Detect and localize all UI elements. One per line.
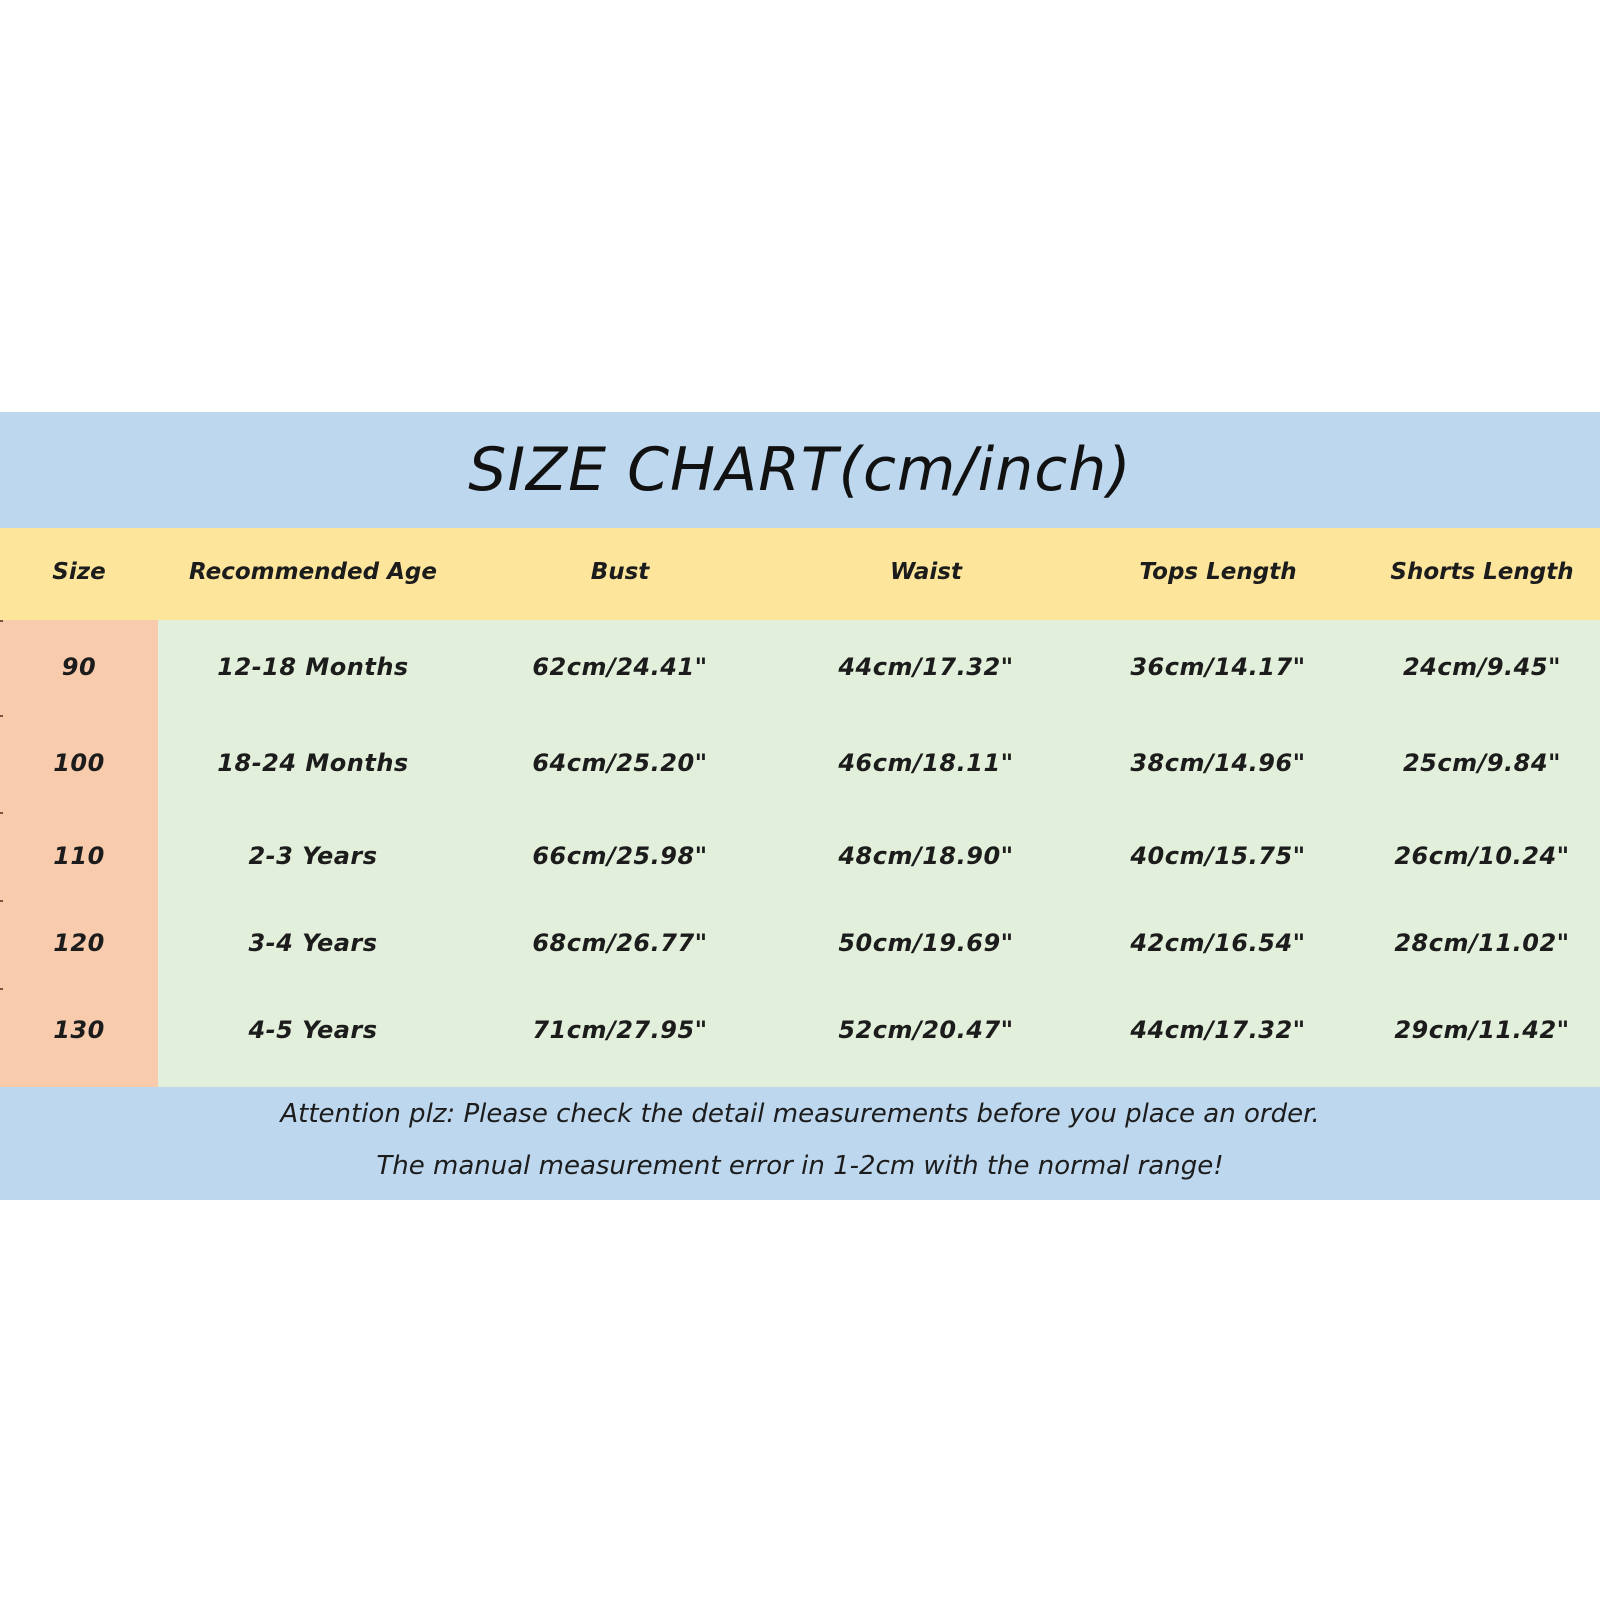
- cell-waist: 50cm/19.69": [838, 929, 1014, 957]
- row-tick: [0, 812, 3, 814]
- attention-line-2: The manual measurement error in 1-2cm with the normal range!: [376, 1151, 1224, 1181]
- attention-note: [0, 1087, 1600, 1200]
- cell-bust: 66cm/25.98": [532, 842, 708, 870]
- header-tops-length: Tops Length: [1139, 559, 1297, 585]
- cell-shorts-length: 26cm/10.24": [1394, 842, 1570, 870]
- cell-tops-length: 44cm/17.32": [1130, 1016, 1306, 1044]
- title-band: [0, 412, 1600, 528]
- row-tick: [0, 620, 3, 622]
- row-tick: [0, 715, 3, 717]
- cell-bust: 62cm/24.41": [532, 653, 708, 681]
- cell-size: 90: [61, 653, 97, 681]
- cell-recommended-age: 2-3 Years: [248, 842, 378, 870]
- cell-shorts-length: 29cm/11.42": [1394, 1016, 1570, 1044]
- cell-waist: 48cm/18.90": [838, 842, 1014, 870]
- cell-bust: 71cm/27.95": [532, 1016, 708, 1044]
- header-size: Size: [52, 559, 106, 585]
- cell-waist: 44cm/17.32": [838, 653, 1014, 681]
- cell-shorts-length: 28cm/11.02": [1394, 929, 1570, 957]
- row-tick: [0, 988, 3, 990]
- cell-recommended-age: 3-4 Years: [248, 929, 378, 957]
- cell-shorts-length: 25cm/9.84": [1402, 749, 1562, 777]
- cell-bust: 68cm/26.77": [532, 929, 708, 957]
- cell-recommended-age: 12-18 Months: [217, 653, 409, 681]
- cell-shorts-length: 24cm/9.45": [1402, 653, 1562, 681]
- table-body: [0, 620, 1600, 1087]
- cell-tops-length: 36cm/14.17": [1130, 653, 1306, 681]
- cell-tops-length: 42cm/16.54": [1130, 929, 1306, 957]
- attention-line-1: Attention plz: Please check the detail measurements before you place an order.: [280, 1099, 1320, 1129]
- cell-tops-length: 40cm/15.75": [1130, 842, 1306, 870]
- size-chart: [0, 412, 1600, 1189]
- cell-size: 110: [53, 842, 105, 870]
- cell-waist: 52cm/20.47": [838, 1016, 1014, 1044]
- cell-recommended-age: 4-5 Years: [248, 1016, 378, 1044]
- chart-title: SIZE CHART(cm/inch): [468, 435, 1132, 505]
- header-waist: Waist: [890, 559, 962, 585]
- cell-recommended-age: 18-24 Months: [217, 749, 409, 777]
- cell-size: 120: [53, 929, 105, 957]
- header-bust: Bust: [590, 559, 650, 585]
- header-shorts-length: Shorts Length: [1390, 559, 1574, 585]
- row-tick: [0, 900, 3, 902]
- cell-size: 100: [53, 749, 105, 777]
- cell-bust: 64cm/25.20": [532, 749, 708, 777]
- cell-size: 130: [53, 1016, 105, 1044]
- cell-waist: 46cm/18.11": [838, 749, 1014, 777]
- header-recommended-age: Recommended Age: [189, 559, 437, 585]
- cell-tops-length: 38cm/14.96": [1130, 749, 1306, 777]
